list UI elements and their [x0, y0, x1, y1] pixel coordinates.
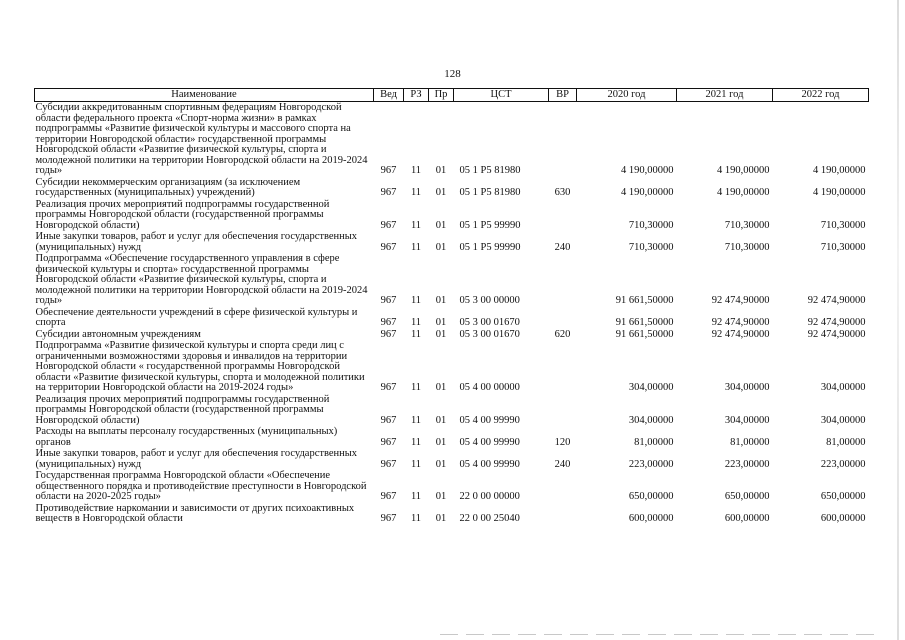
- cell-2021: 4 190,00000: [717, 165, 770, 176]
- cell-2022: 92 474,90000: [807, 328, 866, 340]
- cell-ved: 967: [380, 436, 397, 448]
- cell-2022: 4 190,00000: [813, 187, 866, 198]
- cell-pr: 01: [435, 295, 447, 306]
- cell-name: Субсидии аккредитованным спортивным федерациям Новгородской области федерального проекта «Спорт-норма жизни» в рамках подпрограммы «Развитие физической культуры и массового спорта на территории Новгородской области» государственной программы Новгородской области «Развитие физической культуры, спорта и молодежной политики на территории Новгородской области на 2019-2024 годы»: [35, 102, 368, 176]
- cell-2020: 304,00000: [628, 382, 674, 393]
- header-rz: РЗ: [404, 89, 429, 102]
- cell-2021: 304,00000: [724, 382, 770, 393]
- cell-pr: 01: [435, 382, 447, 393]
- cell-pr: 01: [435, 414, 447, 426]
- cell-2021: 650,00000: [724, 491, 770, 502]
- cell-vr: 240: [554, 241, 571, 253]
- cell-rz: 11: [410, 382, 422, 393]
- table-row: [35, 448, 869, 470]
- cell-2022: 81,00000: [826, 436, 866, 448]
- cell-2022: 4 190,00000: [813, 165, 866, 176]
- cell-cst: 22 0 00 00000: [459, 491, 520, 502]
- scan-edge-artifact: [897, 0, 899, 640]
- cell-cst: 05 3 00 00000: [459, 295, 520, 306]
- cell-name: Подпрограмма «Обеспечение государственного управления в сфере физической культуры и спорта» государственной программы Новгородской области «Развитие физической культуры, спорта и молодежной политики на территории Новгородской области на 2019-2024 годы»: [35, 253, 368, 306]
- cell-2022: 304,00000: [820, 382, 866, 393]
- cell-name: Расходы на выплаты персоналу государственных (муниципальных) органов: [35, 426, 338, 448]
- cell-pr: 01: [435, 241, 447, 253]
- cell-rz: 11: [410, 458, 422, 470]
- cell-2022: 650,00000: [820, 491, 866, 502]
- cell-pr: 01: [435, 491, 447, 502]
- cell-cst: 22 0 00 25040: [459, 513, 520, 524]
- cell-2020: 81,00000: [634, 436, 674, 448]
- header-vr: ВР: [549, 89, 577, 102]
- table-row: [35, 426, 869, 448]
- cell-ved: 967: [380, 382, 397, 393]
- cell-2022: 223,00000: [820, 458, 866, 470]
- cell-name: Реализация прочих мероприятий подпрограммы государственной программы Новгородской области (государственной программы Новгородской области): [35, 393, 330, 426]
- cell-2022: 600,00000: [820, 513, 866, 524]
- table-row: [35, 177, 869, 199]
- cell-2020: 650,00000: [628, 491, 674, 502]
- table-row: [35, 394, 869, 427]
- header-2022: 2022 год: [773, 89, 869, 102]
- cell-name: Противодействие наркомании и зависимости от других психоактивных веществ в Новгородской области: [35, 502, 355, 524]
- cell-rz: 11: [410, 317, 422, 328]
- cell-name: Иные закупки товаров, работ и услуг для обеспечения государственных (муниципальных) нужд: [35, 448, 358, 470]
- cell-2020: 91 661,50000: [615, 317, 674, 328]
- cell-pr: 01: [435, 187, 447, 198]
- cell-ved: 967: [380, 491, 397, 502]
- cell-name: Субсидии автономным учреждениям: [35, 328, 201, 340]
- table-row: [35, 199, 869, 232]
- cell-pr: 01: [435, 219, 447, 231]
- table-row: [35, 307, 869, 329]
- cell-vr: [549, 307, 577, 329]
- cell-ved: 967: [380, 317, 397, 328]
- cell-pr: 01: [435, 458, 447, 470]
- cell-vr: 630: [554, 187, 571, 198]
- cell-pr: 01: [435, 165, 447, 176]
- cell-2020: 710,30000: [628, 241, 674, 253]
- cell-2021: 81,00000: [730, 436, 770, 448]
- header-ved: Вед: [374, 89, 404, 102]
- cell-rz: 11: [410, 328, 422, 340]
- cell-pr: 01: [435, 317, 447, 328]
- cell-2022: 92 474,90000: [807, 317, 866, 328]
- page-number: 128: [444, 68, 461, 80]
- cell-2020: 91 661,50000: [615, 295, 674, 306]
- cell-vr: [549, 394, 577, 427]
- budget-table: [34, 88, 869, 525]
- cell-rz: 11: [410, 513, 422, 524]
- cell-vr: 620: [554, 328, 571, 340]
- cell-vr: [549, 253, 577, 307]
- header-2020: 2020 год: [577, 89, 677, 102]
- cell-vr: [549, 102, 577, 177]
- cell-2020: 91 661,50000: [615, 328, 674, 340]
- cell-name: Иные закупки товаров, работ и услуг для обеспечения государственных (муниципальных) нужд: [35, 231, 358, 253]
- cell-ved: 967: [380, 328, 397, 340]
- table-row: [35, 470, 869, 503]
- cell-cst: 05 1 P5 81980: [459, 187, 521, 198]
- cell-name: Подпрограмма «Развитие физической культуры и спорта среди лиц с ограниченными возможностями здоровья и инвалидов на территории Новгородской области « государственной программы Новгородской области «Развитие физической культуры, спорта и молодежной политики на территории Новгородской области на 2019-2024 годы»: [35, 340, 365, 393]
- header-2021: 2021 год: [677, 89, 773, 102]
- cell-cst: 05 1 P5 81980: [459, 165, 521, 176]
- cell-2022: 710,30000: [820, 241, 866, 253]
- cell-cst: 05 3 00 01670: [459, 317, 520, 328]
- table-header-row: [35, 89, 869, 102]
- cell-cst: 05 4 00 99990: [459, 436, 520, 448]
- cell-cst: 05 4 00 99990: [459, 458, 520, 470]
- cell-2020: 710,30000: [628, 219, 674, 231]
- cell-vr: 240: [554, 458, 571, 470]
- cell-ved: 967: [380, 165, 397, 176]
- cell-2021: 92 474,90000: [711, 328, 770, 340]
- cell-cst: 05 1 P5 99990: [459, 241, 521, 253]
- cell-2020: 223,00000: [628, 458, 674, 470]
- cell-rz: 11: [410, 187, 422, 198]
- cell-vr: [549, 199, 577, 232]
- cell-2022: 710,30000: [820, 219, 866, 231]
- cell-name: Государственная программа Новгородской области «Обеспечение общественного порядка и противодействие преступности в Новгородской области на 2020-2025 годы»: [35, 470, 367, 502]
- cell-cst: 05 4 00 00000: [459, 382, 520, 393]
- cell-2020: 600,00000: [628, 513, 674, 524]
- table-row: [35, 503, 869, 525]
- table-body: [35, 102, 869, 525]
- cell-vr: [549, 470, 577, 503]
- table-row: [35, 253, 869, 307]
- table-row: [35, 340, 869, 394]
- cell-ved: 967: [380, 219, 397, 231]
- cell-ved: 967: [380, 295, 397, 306]
- cell-vr: [549, 503, 577, 525]
- cell-rz: 11: [410, 295, 422, 306]
- cell-ved: 967: [380, 241, 397, 253]
- header-name: Наименование: [35, 89, 374, 102]
- cell-cst: 05 1 P5 99990: [459, 219, 521, 231]
- cell-rz: 11: [410, 414, 422, 426]
- scan-bottom-artifact: [440, 634, 880, 635]
- cell-2021: 710,30000: [724, 219, 770, 231]
- cell-rz: 11: [410, 491, 422, 502]
- table-row: [35, 102, 869, 177]
- cell-name: Обеспечение деятельности учреждений в сфере физической культуры и спорта: [35, 306, 358, 328]
- cell-name: Субсидии некоммерческим организациям (за исключением государственных (муниципальных) учреждений): [35, 176, 301, 198]
- cell-2021: 92 474,90000: [711, 317, 770, 328]
- cell-vr: [549, 340, 577, 394]
- cell-2021: 223,00000: [724, 458, 770, 470]
- cell-2022: 304,00000: [820, 414, 866, 426]
- cell-vr: 120: [554, 436, 571, 448]
- cell-pr: 01: [435, 513, 447, 524]
- cell-2021: 4 190,00000: [717, 187, 770, 198]
- cell-2020: 4 190,00000: [621, 165, 674, 176]
- cell-ved: 967: [380, 458, 397, 470]
- cell-2020: 4 190,00000: [621, 187, 674, 198]
- table-row: [35, 329, 869, 341]
- cell-rz: 11: [410, 219, 422, 231]
- cell-ved: 967: [380, 414, 397, 426]
- cell-2021: 710,30000: [724, 241, 770, 253]
- cell-cst: 05 4 00 99990: [459, 414, 520, 426]
- cell-pr: 01: [435, 328, 447, 340]
- cell-cst: 05 3 00 01670: [459, 328, 520, 340]
- cell-rz: 11: [410, 165, 422, 176]
- cell-2020: 304,00000: [628, 414, 674, 426]
- cell-2021: 304,00000: [724, 414, 770, 426]
- cell-rz: 11: [410, 436, 422, 448]
- table-row: [35, 231, 869, 253]
- cell-ved: 967: [380, 187, 397, 198]
- cell-pr: 01: [435, 436, 447, 448]
- cell-2021: 92 474,90000: [711, 295, 770, 306]
- cell-ved: 967: [380, 513, 397, 524]
- cell-name: Реализация прочих мероприятий подпрограммы государственной программы Новгородской области (государственной программы Новгородской области): [35, 198, 330, 231]
- cell-2022: 92 474,90000: [807, 295, 866, 306]
- cell-rz: 11: [410, 241, 422, 253]
- header-pr: Пр: [429, 89, 454, 102]
- cell-2021: 600,00000: [724, 513, 770, 524]
- header-cst: ЦСТ: [454, 89, 549, 102]
